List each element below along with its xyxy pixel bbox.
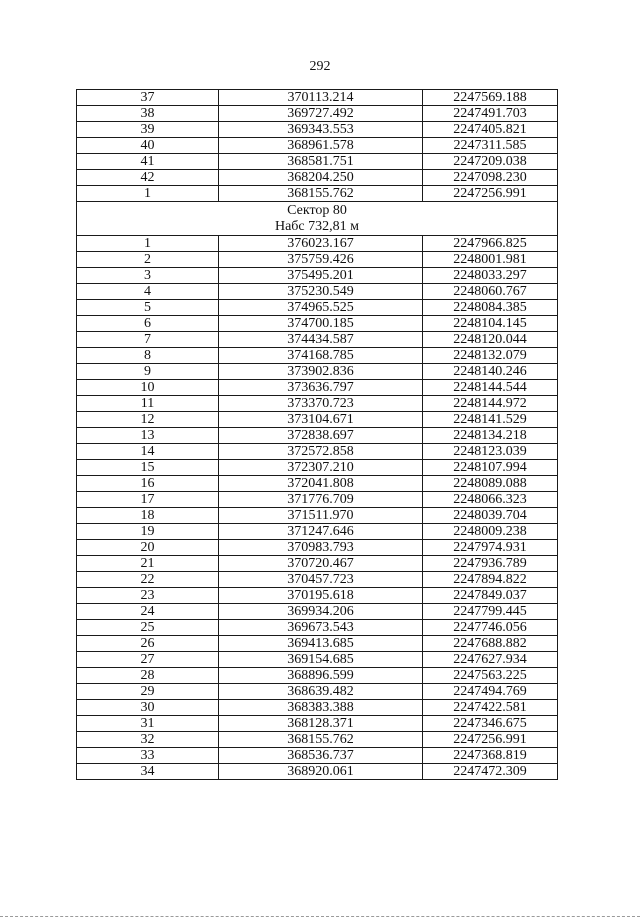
table-row bbox=[77, 186, 558, 202]
table-row bbox=[77, 332, 558, 348]
sector-header-row bbox=[77, 202, 558, 236]
table-row bbox=[77, 668, 558, 684]
table-row bbox=[77, 412, 558, 428]
y-coordinate-cell: 2247966.825 bbox=[423, 236, 558, 252]
table-row bbox=[77, 170, 558, 186]
table-row bbox=[77, 476, 558, 492]
table-row bbox=[77, 284, 558, 300]
point-number-cell: 14 bbox=[77, 444, 219, 460]
x-coordinate-cell: 374965.525 bbox=[219, 300, 423, 316]
y-coordinate-cell: 2247346.675 bbox=[423, 716, 558, 732]
y-coordinate-cell: 2247472.309 bbox=[423, 764, 558, 780]
table-row bbox=[77, 572, 558, 588]
table-row bbox=[77, 154, 558, 170]
x-coordinate-cell: 368896.599 bbox=[219, 668, 423, 684]
y-coordinate-cell: 2248132.079 bbox=[423, 348, 558, 364]
x-coordinate-cell: 376023.167 bbox=[219, 236, 423, 252]
x-coordinate-cell: 370457.723 bbox=[219, 572, 423, 588]
table-row bbox=[77, 380, 558, 396]
table-row bbox=[77, 138, 558, 154]
table-row bbox=[77, 604, 558, 620]
point-number-cell: 25 bbox=[77, 620, 219, 636]
point-number-cell: 41 bbox=[77, 154, 219, 170]
x-coordinate-cell: 372041.808 bbox=[219, 476, 423, 492]
y-coordinate-cell: 2248009.238 bbox=[423, 524, 558, 540]
x-coordinate-cell: 372307.210 bbox=[219, 460, 423, 476]
table-row bbox=[77, 652, 558, 668]
x-coordinate-cell: 370720.467 bbox=[219, 556, 423, 572]
x-coordinate-cell: 368920.061 bbox=[219, 764, 423, 780]
table-row bbox=[77, 396, 558, 412]
table-row bbox=[77, 764, 558, 780]
point-number-cell: 11 bbox=[77, 396, 219, 412]
point-number-cell: 6 bbox=[77, 316, 219, 332]
y-coordinate-cell: 2248066.323 bbox=[423, 492, 558, 508]
y-coordinate-cell: 2247311.585 bbox=[423, 138, 558, 154]
x-coordinate-cell: 371511.970 bbox=[219, 508, 423, 524]
point-number-cell: 8 bbox=[77, 348, 219, 364]
y-coordinate-cell: 2247491.703 bbox=[423, 106, 558, 122]
y-coordinate-cell: 2247746.056 bbox=[423, 620, 558, 636]
y-coordinate-cell: 2248144.544 bbox=[423, 380, 558, 396]
x-coordinate-cell: 375495.201 bbox=[219, 268, 423, 284]
x-coordinate-cell: 369673.543 bbox=[219, 620, 423, 636]
x-coordinate-cell: 368961.578 bbox=[219, 138, 423, 154]
point-number-cell: 17 bbox=[77, 492, 219, 508]
x-coordinate-cell: 375230.549 bbox=[219, 284, 423, 300]
y-coordinate-cell: 2248144.972 bbox=[423, 396, 558, 412]
y-coordinate-cell: 2248107.994 bbox=[423, 460, 558, 476]
point-number-cell: 26 bbox=[77, 636, 219, 652]
y-coordinate-cell: 2247849.037 bbox=[423, 588, 558, 604]
table-row bbox=[77, 636, 558, 652]
table-row bbox=[77, 348, 558, 364]
table-row bbox=[77, 716, 558, 732]
y-coordinate-cell: 2248141.529 bbox=[423, 412, 558, 428]
point-number-cell: 22 bbox=[77, 572, 219, 588]
point-number-cell: 3 bbox=[77, 268, 219, 284]
x-coordinate-cell: 371776.709 bbox=[219, 492, 423, 508]
point-number-cell: 38 bbox=[77, 106, 219, 122]
x-coordinate-cell: 369343.553 bbox=[219, 122, 423, 138]
point-number-cell: 21 bbox=[77, 556, 219, 572]
y-coordinate-cell: 2247688.882 bbox=[423, 636, 558, 652]
x-coordinate-cell: 373902.836 bbox=[219, 364, 423, 380]
y-coordinate-cell: 2248084.385 bbox=[423, 300, 558, 316]
table-row bbox=[77, 508, 558, 524]
y-coordinate-cell: 2247256.991 bbox=[423, 186, 558, 202]
y-coordinate-cell: 2247936.789 bbox=[423, 556, 558, 572]
y-coordinate-cell: 2248060.767 bbox=[423, 284, 558, 300]
y-coordinate-cell: 2248033.297 bbox=[423, 268, 558, 284]
point-number-cell: 15 bbox=[77, 460, 219, 476]
x-coordinate-cell: 368639.482 bbox=[219, 684, 423, 700]
x-coordinate-cell: 374700.185 bbox=[219, 316, 423, 332]
table-row bbox=[77, 700, 558, 716]
point-number-cell: 10 bbox=[77, 380, 219, 396]
x-coordinate-cell: 372838.697 bbox=[219, 428, 423, 444]
table-row bbox=[77, 492, 558, 508]
point-number-cell: 27 bbox=[77, 652, 219, 668]
y-coordinate-cell: 2248120.044 bbox=[423, 332, 558, 348]
x-coordinate-cell: 373636.797 bbox=[219, 380, 423, 396]
y-coordinate-cell: 2248039.704 bbox=[423, 508, 558, 524]
point-number-cell: 4 bbox=[77, 284, 219, 300]
y-coordinate-cell: 2247569.188 bbox=[423, 90, 558, 106]
point-number-cell: 34 bbox=[77, 764, 219, 780]
x-coordinate-cell: 368536.737 bbox=[219, 748, 423, 764]
x-coordinate-cell: 374168.785 bbox=[219, 348, 423, 364]
point-number-cell: 23 bbox=[77, 588, 219, 604]
x-coordinate-cell: 369413.685 bbox=[219, 636, 423, 652]
table-row bbox=[77, 620, 558, 636]
point-number-cell: 42 bbox=[77, 170, 219, 186]
table-row bbox=[77, 748, 558, 764]
point-number-cell: 33 bbox=[77, 748, 219, 764]
point-number-cell: 37 bbox=[77, 90, 219, 106]
table-row bbox=[77, 300, 558, 316]
y-coordinate-cell: 2247368.819 bbox=[423, 748, 558, 764]
y-coordinate-cell: 2247563.225 bbox=[423, 668, 558, 684]
point-number-cell: 13 bbox=[77, 428, 219, 444]
sector-header bbox=[77, 202, 558, 236]
table-row bbox=[77, 268, 558, 284]
table-row bbox=[77, 524, 558, 540]
x-coordinate-cell: 370195.618 bbox=[219, 588, 423, 604]
y-coordinate-cell: 2248089.088 bbox=[423, 476, 558, 492]
table-row bbox=[77, 540, 558, 556]
y-coordinate-cell: 2247422.581 bbox=[423, 700, 558, 716]
y-coordinate-cell: 2247098.230 bbox=[423, 170, 558, 186]
table-row bbox=[77, 460, 558, 476]
table-row bbox=[77, 364, 558, 380]
sector-title: Сектор 80 bbox=[287, 202, 347, 218]
table-row bbox=[77, 252, 558, 268]
sector-subtitle: Набс 732,81 м bbox=[274, 218, 360, 234]
table-row bbox=[77, 428, 558, 444]
x-coordinate-cell: 370983.793 bbox=[219, 540, 423, 556]
page-number: 292 bbox=[309, 59, 331, 74]
y-coordinate-cell: 2247494.769 bbox=[423, 684, 558, 700]
point-number-cell: 32 bbox=[77, 732, 219, 748]
y-coordinate-cell: 2247256.991 bbox=[423, 732, 558, 748]
point-number-cell: 31 bbox=[77, 716, 219, 732]
point-number-cell: 1 bbox=[77, 236, 219, 252]
sector-section bbox=[77, 202, 558, 236]
x-coordinate-cell: 373104.671 bbox=[219, 412, 423, 428]
x-coordinate-cell: 368155.762 bbox=[219, 186, 423, 202]
point-number-cell: 29 bbox=[77, 684, 219, 700]
table-row bbox=[77, 684, 558, 700]
table-row bbox=[77, 90, 558, 106]
y-coordinate-cell: 2248104.145 bbox=[423, 316, 558, 332]
y-coordinate-cell: 2247405.821 bbox=[423, 122, 558, 138]
table-row bbox=[77, 588, 558, 604]
y-coordinate-cell: 2247209.038 bbox=[423, 154, 558, 170]
point-number-cell: 2 bbox=[77, 252, 219, 268]
table-row bbox=[77, 732, 558, 748]
table-row bbox=[77, 122, 558, 138]
x-coordinate-cell: 374434.587 bbox=[219, 332, 423, 348]
y-coordinate-cell: 2248134.218 bbox=[423, 428, 558, 444]
x-coordinate-cell: 371247.646 bbox=[219, 524, 423, 540]
point-number-cell: 16 bbox=[77, 476, 219, 492]
point-number-cell: 5 bbox=[77, 300, 219, 316]
point-number-cell: 18 bbox=[77, 508, 219, 524]
point-number-cell: 28 bbox=[77, 668, 219, 684]
y-coordinate-cell: 2247799.445 bbox=[423, 604, 558, 620]
point-number-cell: 9 bbox=[77, 364, 219, 380]
y-coordinate-cell: 2248123.039 bbox=[423, 444, 558, 460]
y-coordinate-cell: 2248001.981 bbox=[423, 252, 558, 268]
x-coordinate-cell: 368155.762 bbox=[219, 732, 423, 748]
point-number-cell: 19 bbox=[77, 524, 219, 540]
x-coordinate-cell: 372572.858 bbox=[219, 444, 423, 460]
table-row bbox=[77, 236, 558, 252]
point-number-cell: 20 bbox=[77, 540, 219, 556]
table-row bbox=[77, 556, 558, 572]
table-row bbox=[77, 316, 558, 332]
table-row bbox=[77, 444, 558, 460]
x-coordinate-cell: 368581.751 bbox=[219, 154, 423, 170]
table-body-after bbox=[77, 236, 558, 780]
table-row bbox=[77, 106, 558, 122]
point-number-cell: 1 bbox=[77, 186, 219, 202]
x-coordinate-cell: 375759.426 bbox=[219, 252, 423, 268]
x-coordinate-cell: 373370.723 bbox=[219, 396, 423, 412]
point-number-cell: 7 bbox=[77, 332, 219, 348]
point-number-cell: 40 bbox=[77, 138, 219, 154]
bottom-divider bbox=[0, 916, 640, 917]
point-number-cell: 30 bbox=[77, 700, 219, 716]
x-coordinate-cell: 368128.371 bbox=[219, 716, 423, 732]
x-coordinate-cell: 369934.206 bbox=[219, 604, 423, 620]
x-coordinate-cell: 368383.388 bbox=[219, 700, 423, 716]
point-number-cell: 24 bbox=[77, 604, 219, 620]
coordinates-table bbox=[76, 89, 558, 780]
point-number-cell: 12 bbox=[77, 412, 219, 428]
x-coordinate-cell: 370113.214 bbox=[219, 90, 423, 106]
y-coordinate-cell: 2248140.246 bbox=[423, 364, 558, 380]
table-body-before bbox=[77, 90, 558, 202]
x-coordinate-cell: 369154.685 bbox=[219, 652, 423, 668]
y-coordinate-cell: 2247627.934 bbox=[423, 652, 558, 668]
x-coordinate-cell: 369727.492 bbox=[219, 106, 423, 122]
y-coordinate-cell: 2247894.822 bbox=[423, 572, 558, 588]
x-coordinate-cell: 368204.250 bbox=[219, 170, 423, 186]
point-number-cell: 39 bbox=[77, 122, 219, 138]
y-coordinate-cell: 2247974.931 bbox=[423, 540, 558, 556]
